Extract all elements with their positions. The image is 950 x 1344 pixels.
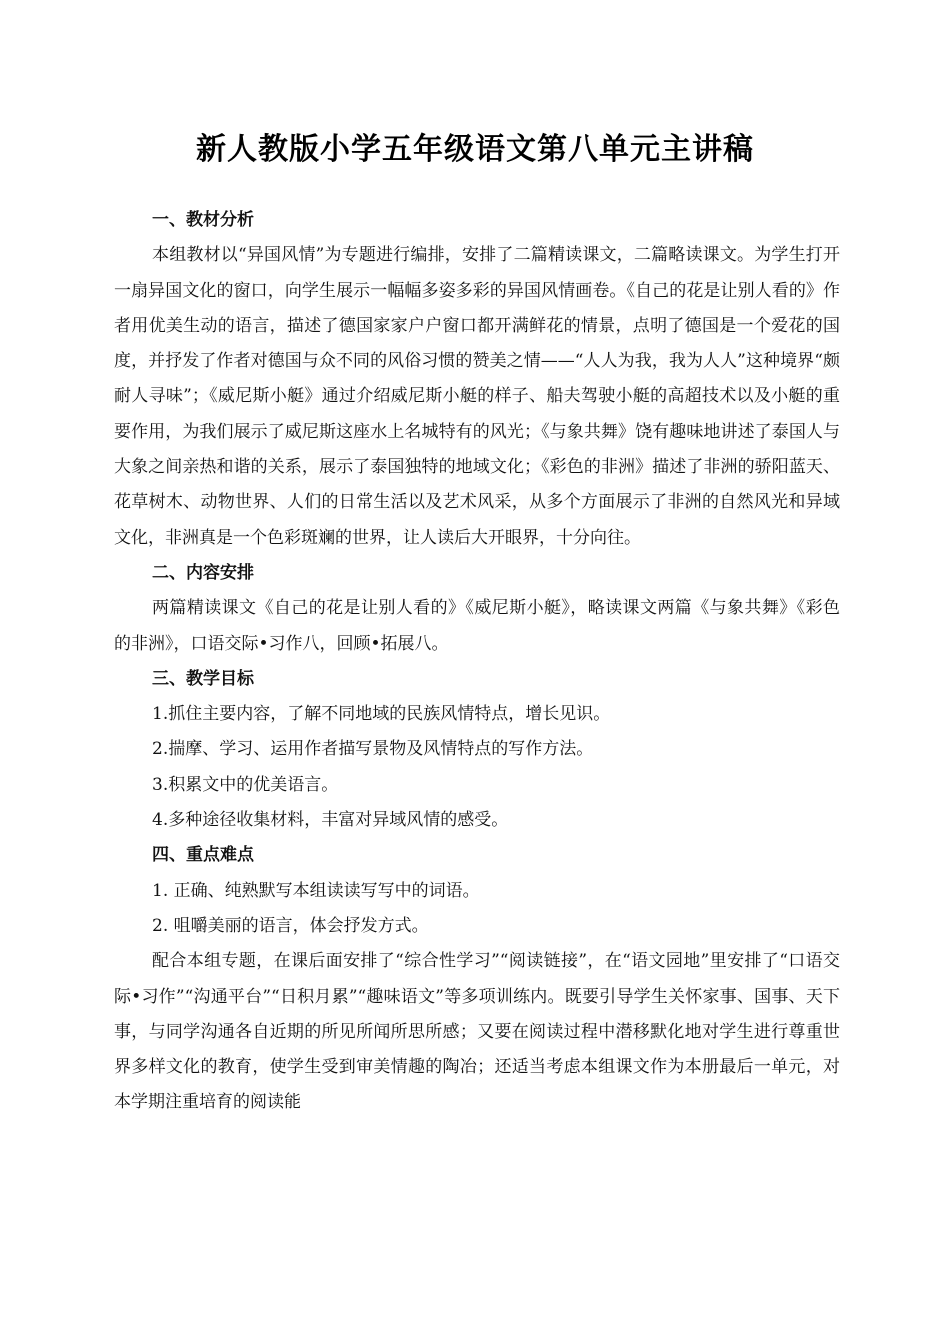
section-paragraph-arrangement: 两篇精读课文《自己的花是让别人看的》《威尼斯小艇》，略读课文两篇《与象共舞》《彩色的非洲》，口语交际•习作八，回顾•拓展八。: [114, 598, 840, 654]
keypoint-item: 1. 正确、纯熟默写本组读读写写中的词语。: [152, 880, 480, 901]
section-heading-goals: 三、教学目标: [152, 668, 254, 689]
goal-item: 1.抓住主要内容，了解不同地域的民族风情特点，增长见识。: [152, 704, 611, 725]
goal-item: 3.积累文中的优美语言。: [152, 774, 339, 795]
goal-item: 4.多种途径收集材料，丰富对异域风情的感受。: [152, 810, 509, 831]
section-heading-arrangement: 二、内容安排: [152, 562, 254, 583]
section-paragraph-keypoints: 配合本组专题，在课后面安排了“综合性学习”“阅读链接”，在“语文园地”里安排了“口语交际•习作”“沟通平台”“日积月累”“趣味语文”等多项训练内。既要引导学生关怀家事、国事、天下事，与同学沟通各自近期的所见所闻所思所感；又要在阅读过程中潜移默化地对学生进行尊重世界多样文化的教育，使学生受到审美情趣的陶冶；还适当考虑本组课文作为本册最后一单元，对本学期注重培育的阅读能: [114, 951, 840, 1113]
keypoint-item: 2. 咀嚼美丽的语言，体会抒发方式。: [152, 915, 429, 936]
section-heading-keypoints: 四、重点难点: [152, 845, 254, 866]
section-heading-analysis: 一、教材分析: [152, 210, 254, 230]
document-body: [114, 203, 840, 1121]
goal-item: 2.揣摩、学习、运用作者描写景物及风情特点的写作方法。: [152, 739, 594, 760]
section-paragraph-analysis: 本组教材以“异国风情”为专题进行编排，安排了二篇精读课文，二篇略读课文。为学生打开一扇异国文化的窗口，向学生展示一幅幅多姿多彩的异国风情画卷。《自己的花是让别人看的》作者用优美生动的语言，描述了德国家家户户窗口都开满鲜花的情景，点明了德国是一个爱花的国度，并抒发了作者对德国与众不同的风俗习惯的赞美之情——“人人为我，我为人人”这种境界“颇耐人寻味”；《威尼斯小艇》通过介绍威尼斯小艇的样子、船夫驾驶小艇的高超技术以及小艇的重要作用，为我们展示了威尼斯这座水上名城特有的风光；《与象共舞》饶有趣味地讲述了泰国人与大象之间亲热和谐的关系，展示了泰国独特的地域文化；《彩色的非洲》描述了非洲的骄阳蓝天、花草树木、动物世界、人们的日常生活以及艺术风采，从多个方面展示了非洲的自然风光和异域文化，非洲真是一个色彩斑斓的世界，让人读后大开眼界，十分向往。: [114, 245, 840, 548]
document-title: 新人教版小学五年级语文第八单元主讲稿: [196, 132, 754, 167]
